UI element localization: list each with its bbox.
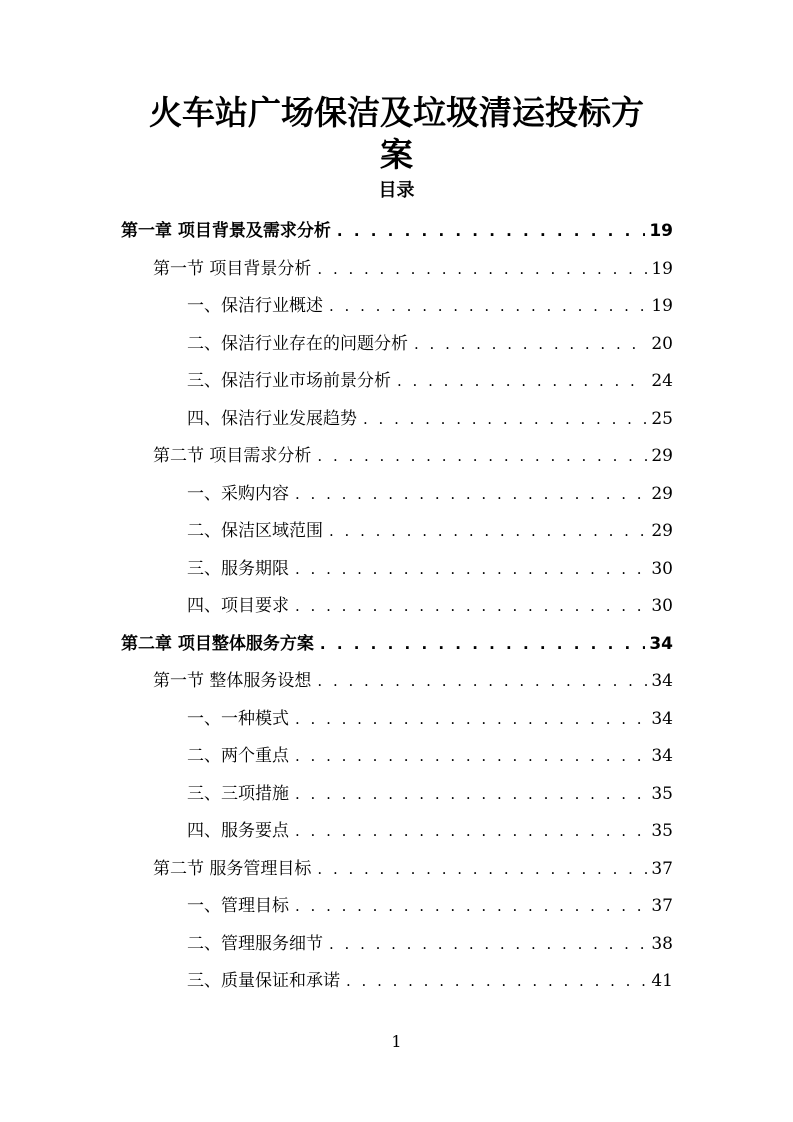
toc-entry-item[interactable] (187, 556, 673, 582)
toc-entry-item[interactable] (187, 406, 673, 432)
toc-entry-chapter[interactable] (121, 631, 673, 657)
toc-entry-section[interactable] (153, 443, 673, 469)
toc-dot-leader (317, 443, 647, 469)
toc-entry-label: 一、采购内容 (187, 483, 289, 504)
document-title-line-1: 火车站广场保洁及垃圾清运投标方 (149, 93, 644, 132)
toc-dot-leader (295, 556, 647, 582)
toc-dot-leader (295, 706, 647, 732)
toc-entry-page: 37 (651, 896, 673, 916)
toc-entry-section[interactable] (153, 256, 673, 282)
toc-entry-page: 34 (651, 708, 673, 729)
toc-dot-leader (414, 331, 647, 357)
toc-dot-leader (329, 518, 647, 544)
toc-entry-label: 三、保洁行业市场前景分析 (187, 371, 391, 391)
toc-entry-label: 二、管理服务细节 (187, 933, 323, 954)
toc-entry-page: 19 (649, 221, 673, 241)
page-number: 1 (391, 1032, 402, 1051)
toc-entry-item[interactable] (187, 931, 673, 957)
toc-entry-label: 第一章 项目背景及需求分析 (121, 221, 331, 241)
toc-entry-label: 三、服务期限 (187, 558, 289, 579)
toc-entry-label: 第一节 项目背景分析 (153, 258, 312, 279)
toc-entry-label: 四、服务要点 (187, 821, 289, 841)
toc-entry-item[interactable] (187, 893, 673, 919)
toc-entry-item[interactable] (187, 331, 673, 357)
toc-entry-item[interactable] (187, 368, 673, 394)
toc-entry-item[interactable] (187, 293, 673, 319)
toc-entry-item[interactable] (187, 593, 673, 619)
toc-dot-leader (317, 668, 647, 694)
toc-entry-page: 25 (651, 408, 673, 429)
document-title (0, 92, 793, 176)
toc-dot-leader (363, 406, 647, 432)
toc-entry-label: 四、项目要求 (187, 596, 289, 616)
toc-dot-leader (295, 593, 647, 619)
toc-entry-page: 29 (651, 483, 673, 504)
document-title-line-2: 案 (380, 135, 413, 174)
toc-entry-section[interactable] (153, 668, 673, 694)
toc-dot-leader (295, 781, 647, 807)
toc-dot-leader (397, 368, 647, 394)
toc-entry-page: 35 (651, 821, 673, 841)
toc-dot-leader (295, 481, 647, 507)
toc-entry-page: 41 (651, 971, 673, 991)
toc-entry-item[interactable] (187, 518, 673, 544)
toc-entry-page: 29 (651, 446, 673, 466)
toc-entry-label: 第二节 服务管理目标 (153, 858, 312, 879)
toc-dot-leader (295, 818, 647, 844)
toc-entry-label: 第一节 整体服务设想 (153, 671, 312, 691)
toc-entry-label: 一、一种模式 (187, 708, 289, 729)
toc-entry-section[interactable] (153, 856, 673, 882)
toc-dot-leader (317, 856, 647, 882)
toc-entry-label: 二、保洁区域范围 (187, 521, 323, 541)
toc-entry-page: 34 (651, 671, 673, 691)
toc-entry-label: 二、两个重点 (187, 746, 289, 766)
toc-entry-label: 三、三项措施 (187, 783, 289, 804)
toc-entry-item[interactable] (187, 781, 673, 807)
toc-entry-label: 四、保洁行业发展趋势 (187, 408, 357, 429)
toc-dot-leader (329, 293, 647, 319)
toc-dot-leader (295, 893, 647, 919)
toc-entry-page: 34 (651, 746, 673, 766)
toc-entry-chapter[interactable] (121, 218, 673, 244)
toc-entry-item[interactable] (187, 968, 673, 994)
toc-entry-item[interactable] (187, 818, 673, 844)
toc-dot-leader (346, 968, 647, 994)
toc-entry-page: 34 (649, 633, 673, 654)
toc-entry-page: 37 (651, 858, 673, 879)
toc-entry-page: 19 (651, 296, 673, 316)
toc-entry-page: 19 (651, 258, 673, 279)
toc-dot-leader (295, 743, 647, 769)
toc-entry-item[interactable] (187, 743, 673, 769)
toc-entry-page: 35 (651, 783, 673, 804)
toc-entry-label: 三、质量保证和承诺 (187, 971, 340, 991)
toc-entry-page: 20 (651, 333, 673, 354)
toc-dot-leader (320, 631, 645, 657)
toc-entry-page: 29 (651, 521, 673, 541)
toc-dot-leader (337, 218, 645, 244)
toc-entry-label: 第二章 项目整体服务方案 (121, 633, 314, 654)
toc-entry-label: 一、保洁行业概述 (187, 296, 323, 316)
toc-entry-page: 24 (651, 371, 673, 391)
toc-entry-item[interactable] (187, 481, 673, 507)
toc-entry-item[interactable] (187, 706, 673, 732)
toc-entry-label: 一、管理目标 (187, 896, 289, 916)
toc-entry-page: 30 (651, 558, 673, 579)
toc-heading: 目录 (378, 180, 415, 201)
toc-dot-leader (329, 931, 647, 957)
toc-entry-page: 38 (651, 933, 673, 954)
toc-dot-leader (317, 256, 647, 282)
toc-entry-page: 30 (651, 596, 673, 616)
toc-entry-label: 第二节 项目需求分析 (153, 446, 312, 466)
toc-entry-label: 二、保洁行业存在的问题分析 (187, 333, 408, 354)
